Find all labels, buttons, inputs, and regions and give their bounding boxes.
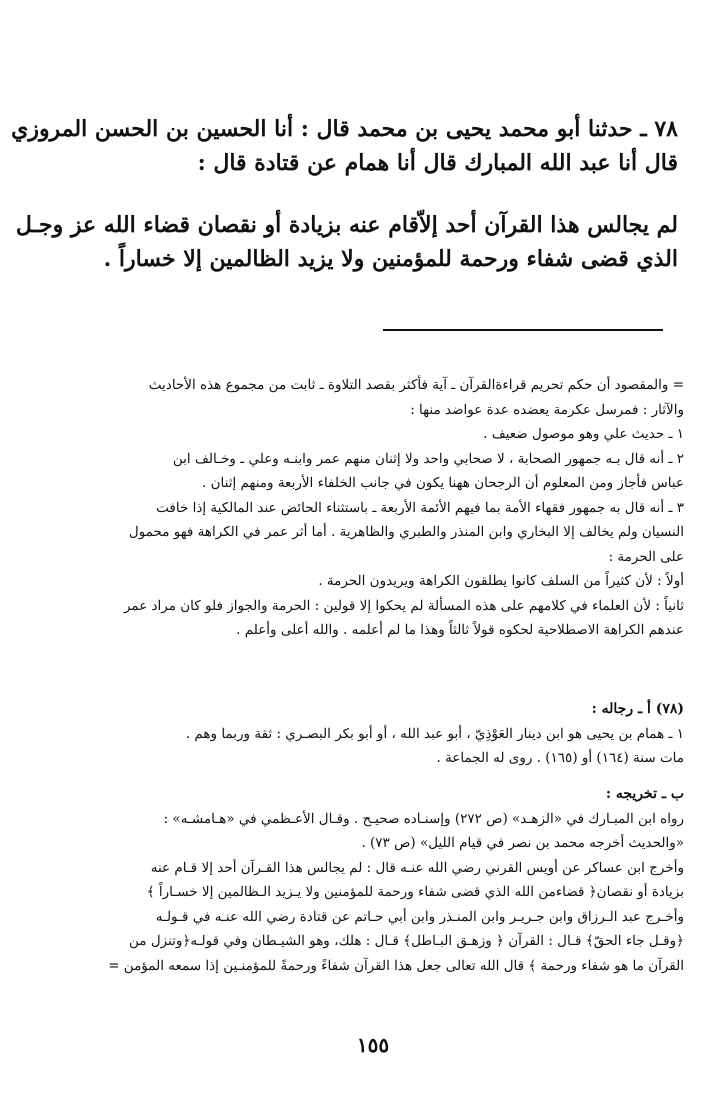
- quote-line: الذي قضى شفاء ورحمة للمؤمنين ولا يزيد الظالمين إلا خساراً .: [103, 246, 678, 272]
- footnote-line: أولاً : لأن كثيراً من السلف كانوا يطلقون الكراهة ويريدون الحرمة .: [318, 573, 684, 589]
- takhrij-line: بزيادة أو نقصان﴿ قضاءمن الله الذي قضى شفاء ورحمة للمؤمنين ولا يـزيد الـظالمين إلا خسـاراً ﴾: [146, 884, 684, 900]
- quote-line: لم يجالس هذا القرآن أحد إلاّقام عنه بزيادة أو نقصان قضاء الله عز وجـل: [15, 212, 678, 238]
- takhrij-line: رواه ابن المبـارك في «الزهـد» (ص ٢٧٢) وإسنـاده صحيـح . وقـال الأعـظمي في «هـامشـه» :: [163, 810, 684, 827]
- footnote-line: = والمقصود أن حكم تحريم قراءةالقرآن ـ آية فأكثر بقصد التلاوة ـ ثابت من مجموع هذه الأحاديث: [148, 377, 684, 393]
- page-number: ١٥٥: [356, 1033, 390, 1057]
- takhrij-line: ﴿وقـل جاء الحقّ﴾ قـال : القرآن ﴿ وزهـق البـاطل﴾ قـال : هلك، وهو الشيـطان وفي قولـه﴿وتنزل من: [129, 933, 684, 949]
- hadith-isnad: [11, 112, 678, 180]
- footnote-line: والآثار : فمرسل عكرمة يعضده عدة عواضد منها :: [410, 401, 684, 418]
- footnote-line: عندهم الكراهة الاصطلاحية لحكوه قولاً ثالثاً وهذا ما لم أعلمه . والله أعلى وأعلم .: [236, 622, 684, 638]
- footnote-line: ثانياً : لأن العلماء في كلامهم على هذه المسألة لم يحكوا إلا قولين : الحرمة والجواز فلو كان مراد عمر: [123, 597, 684, 614]
- rijal-heading: (٧٨) أ ـ رجاله :: [591, 701, 684, 717]
- hadith-text: [15, 208, 678, 276]
- takhrij-line: القرآن ما هو شفاء ورحمة ﴾ قال الله تعالى جعل هذا القرآن شفاءً ورحمةً للمؤمنـين إذا سمعه المؤمن =: [108, 957, 684, 974]
- takhrij-line: «والحديث أخرجه محمد بن نصر في قيام الليل» (ص ٧٣) .: [361, 835, 684, 851]
- rijal-line: ١ ـ همام بن يحيى هو ابن دينار العَوْذِيّ ، أبو عبد الله ، أو أبو بكر البصـري : ثقة وربما وهم .: [185, 725, 684, 742]
- footnote-line: ٢ ـ أنه قال بـه جمهور الصحابة ، لا صحابي واحد ولا إثنان منهم عمر وابنـه وعلي ـ وخـالف ابن: [172, 450, 684, 467]
- takhrij-heading: ب ـ تخريجه :: [605, 786, 684, 802]
- footnote-divider: [383, 329, 663, 331]
- rijal-line: مات سنة (١٦٤) أو (١٦٥) . روى له الجماعة .: [436, 750, 684, 766]
- footnote-line: ١ ـ حديث علي وهو موصول ضعيف .: [483, 426, 684, 442]
- rijal-section: [54, 697, 684, 771]
- footnote-line: النسيان ولم يخالف إلا البخاري وابن المنذر والطبري والظاهرية . أما أثر عمر في الكراهة فهو محمول: [128, 524, 684, 540]
- footnote-line: على الحرمة :: [608, 548, 684, 565]
- takhrij-line: وأخرج ابن عساكر عن أويس القرني رضي الله عنـه قال : لم يجالس هذا القـرآن أحد إلا قـام عنه: [150, 859, 684, 876]
- footnote-line: ٣ ـ أنه قال به جمهور فقهاء الأمة بما فيهم الأئمة الأربعة ـ باستثناء الحائض عند المالكية إذا خافت: [156, 499, 684, 516]
- takhrij-line: وأخـرج عبد الـرزاق وابن جـريـر وابن المنـذر وابن أبي حـاتم عن قتادة رضي الله عنـه في قـولـه: [155, 908, 684, 925]
- footnote-line: عباس فأجاز ومن المعلوم أن الرجحان ههنا يكون في جانب الخلفاء الأربعة ومنهم إثنان .: [202, 475, 684, 491]
- takhrij-section: [54, 782, 684, 978]
- hadith-line: قال أنا عبد الله المبارك قال أنا همام عن قتادة قال :: [197, 150, 678, 176]
- hadith-line: ٧٨ ـ حدثنا أبو محمد يحيى بن محمد قال : أنا الحسين بن الحسن المروزي: [11, 116, 678, 142]
- footnote-continuation: [54, 373, 684, 643]
